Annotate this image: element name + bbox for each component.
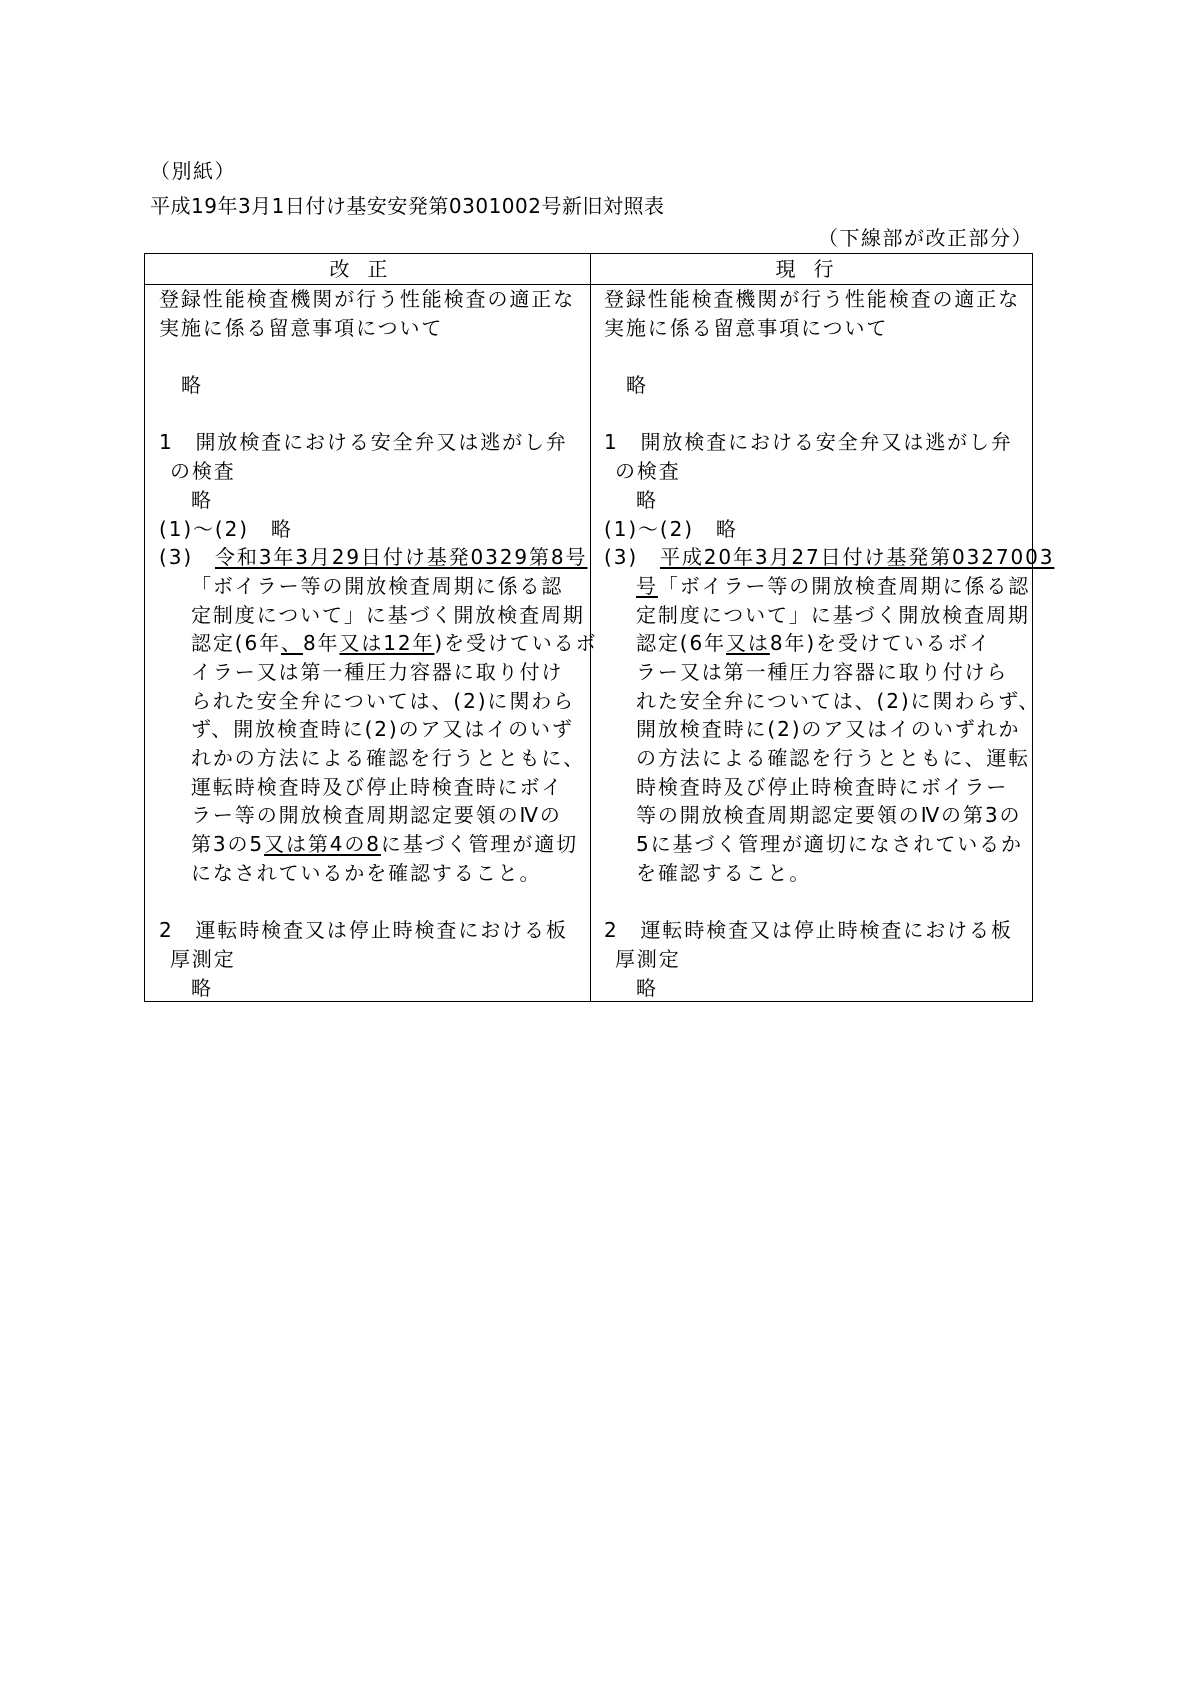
text-segment: (3) (159, 545, 215, 570)
document-title: 平成19年3月1日付け基安安発第0301002号新旧対照表 (150, 194, 665, 218)
text-segment: 定制度について」に基づく開放検査周期 (636, 602, 1030, 627)
text-segment: 等の開放検査周期認定要領のⅣの第3の (636, 803, 1022, 828)
text-segment: 実施に係る留意事項について (604, 315, 889, 340)
right-text-line (604, 543, 1055, 572)
left-text-line (159, 687, 599, 716)
text-segment: の検査 (170, 459, 236, 484)
text-segment: ず、開放検査時に(2)のア又はイのいず (191, 717, 574, 742)
amended-text: 又は第4の8 (264, 832, 381, 857)
text-segment: 「ボイラー等の開放検査周期に係る認 (657, 573, 1031, 598)
left-text-line (159, 371, 599, 400)
right-text-line (604, 974, 1044, 1003)
right-text-line (604, 457, 1044, 486)
text-segment: 登録性能検査機関が行う性能検査の適正な (159, 287, 576, 311)
attachment-label: （別紙） (150, 159, 236, 183)
left-text-line (159, 601, 599, 630)
text-segment: られた安全弁については、(2)に関わら (191, 688, 576, 713)
right-text-line (604, 830, 1044, 859)
text-segment: 実施に係る留意事項について (159, 315, 444, 340)
text-segment: 略 (636, 487, 658, 512)
text-segment: 略 (191, 487, 213, 512)
text-segment: 5に基づく管理が適切になされているか (636, 832, 1023, 857)
left-text-line (159, 916, 599, 945)
text-segment: に基づく管理が適切 (380, 832, 579, 857)
left-text-line (159, 658, 599, 687)
right-text-line (604, 945, 1044, 974)
left-text-line (159, 285, 599, 314)
right-text-line (604, 744, 1044, 773)
text-segment: 略 (636, 975, 658, 1000)
right-text-line (604, 515, 1044, 544)
right-text-line (604, 342, 1044, 371)
header-current: 現行 (775, 257, 852, 281)
right-text-line (604, 859, 1044, 888)
left-text-line (159, 945, 599, 974)
text-segment: 8年)を受けているボイ (769, 631, 992, 656)
right-text-line (604, 715, 1044, 744)
left-text-line (159, 773, 599, 802)
left-text-line (159, 629, 599, 658)
left-text-line (159, 887, 599, 916)
text-segment: 第3の5 (191, 832, 265, 857)
text-segment: ラー等の開放検査周期認定要領のⅣの (191, 803, 562, 828)
text-segment: ラー又は第一種圧力容器に取り付けら (636, 659, 1009, 684)
left-text-line (159, 400, 599, 429)
text-segment: の検査 (615, 459, 681, 484)
text-segment: 定制度について」に基づく開放検査周期 (191, 602, 585, 627)
right-text-line (604, 314, 1044, 343)
text-segment: れかの方法による確認を行うとともに、 (191, 746, 586, 770)
right-text-line (604, 916, 1044, 945)
right-text-line (604, 629, 1044, 658)
amended-text: 号 (636, 573, 658, 598)
left-text-line (159, 486, 599, 515)
text-segment: イラー又は第一種圧力容器に取り付け (191, 659, 564, 684)
text-segment: (1)～(2) 略 (159, 516, 293, 541)
left-text-line (159, 715, 599, 744)
amended-text: 、 (281, 631, 303, 656)
left-text-line (159, 515, 599, 544)
right-text-line (604, 285, 1044, 314)
left-text-line (159, 572, 599, 601)
table-header-row (145, 254, 1032, 285)
text-segment: 1 開放検査における安全弁又は逃がし弁 (159, 430, 568, 455)
text-segment: 2 運転時検査又は停止時検査における板 (604, 918, 1013, 943)
right-text-line (604, 658, 1044, 687)
text-segment: 略 (191, 975, 213, 1000)
text-segment: )を受けているボ (434, 631, 598, 656)
amended-text: 又は (726, 631, 770, 656)
text-segment: (3) (604, 545, 660, 570)
left-text-line (159, 830, 599, 859)
text-segment: 厚測定 (615, 946, 681, 971)
text-segment: 厚測定 (170, 946, 236, 971)
left-text-line (159, 314, 599, 343)
left-text-line (159, 428, 599, 457)
text-segment: 略 (181, 373, 203, 398)
right-text-line (604, 601, 1044, 630)
text-segment: 認定(6年 (191, 631, 282, 656)
text-segment: の方法による確認を行うとともに、運転 (636, 746, 1031, 770)
right-text-line (604, 687, 1044, 716)
left-text-line (159, 543, 599, 572)
right-text-line (604, 773, 1044, 802)
text-segment: 2 運転時検査又は停止時検査における板 (159, 918, 568, 943)
amended-text: 令和3年3月29日付け基発0329第8号 (214, 545, 588, 570)
text-segment: 1 開放検査における安全弁又は逃がし弁 (604, 430, 1013, 455)
text-segment: れた安全弁については、(2)に関わらず、 (636, 688, 1041, 713)
underline-note: （下線部が改正部分） (818, 226, 1033, 250)
text-segment: 登録性能検査機関が行う性能検査の適正な (604, 287, 1021, 311)
left-text-line (159, 744, 599, 773)
left-text-line (159, 457, 599, 486)
text-segment: 「ボイラー等の開放検査周期に係る認 (191, 573, 564, 598)
left-text-line (159, 342, 599, 371)
text-segment: 8年 (302, 631, 340, 656)
text-segment: 認定(6年 (636, 631, 727, 656)
right-text-line (604, 400, 1044, 429)
text-segment: になされているかを確認すること。 (191, 860, 542, 885)
left-text-line (159, 859, 599, 888)
revised-column (159, 285, 599, 1002)
right-text-line (604, 371, 1044, 400)
right-text-line (604, 428, 1044, 457)
right-text-line (604, 486, 1044, 515)
comparison-table (144, 253, 1055, 1002)
right-text-line (604, 801, 1044, 830)
text-segment: (1)～(2) 略 (604, 516, 738, 541)
text-segment: 時検査時及び停止時検査時にボイラー (636, 774, 1009, 799)
right-text-line (604, 572, 1044, 601)
text-segment: を確認すること。 (636, 860, 812, 885)
text-segment: 運転時検査時及び停止時検査時にボイ (191, 774, 564, 799)
text-segment: 略 (626, 373, 648, 398)
amended-text: 平成20年3月27日付け基発第0327003 (659, 545, 1055, 570)
right-text-line (604, 887, 1044, 916)
left-text-line (159, 801, 599, 830)
text-segment: 開放検査時に(2)のア又はイのいずれか (636, 717, 1021, 742)
left-text-line (159, 974, 599, 1003)
amended-text: 又は12年 (339, 631, 435, 656)
current-column (604, 285, 1055, 1002)
header-revised: 改正 (329, 257, 406, 281)
